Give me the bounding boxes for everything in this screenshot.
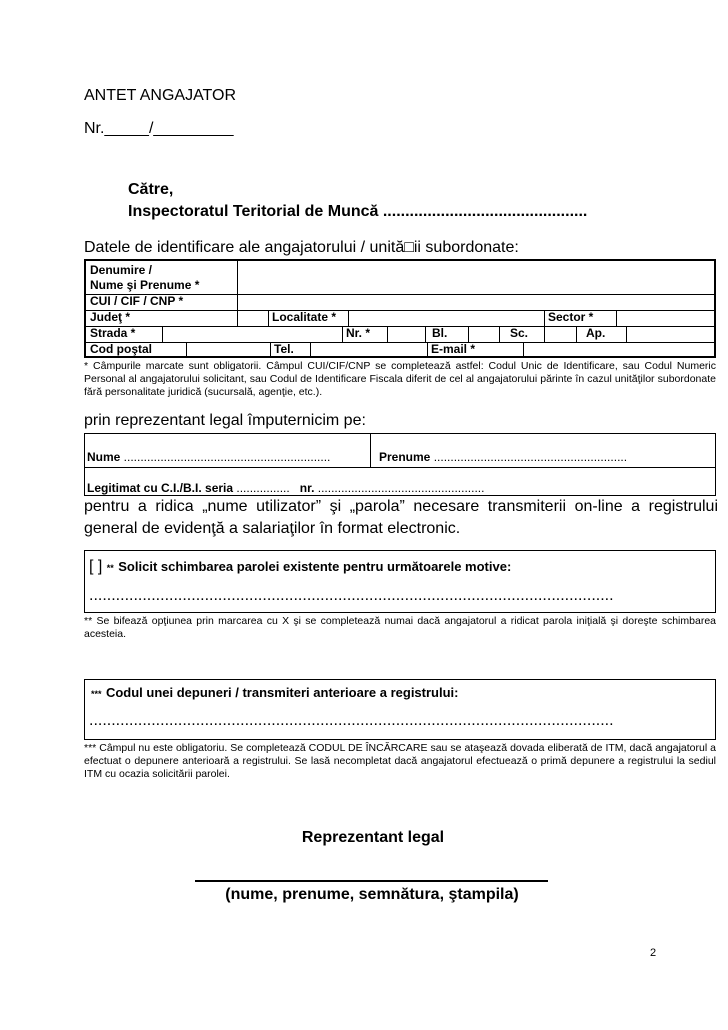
antet-angajator: ANTET ANGAJATOR bbox=[84, 87, 237, 104]
row-strada bbox=[86, 326, 714, 343]
judet-field[interactable] bbox=[238, 310, 270, 326]
previous-code-stars: *** bbox=[91, 689, 102, 699]
password-change-row bbox=[89, 558, 511, 576]
legitimat-label: Legitimat cu C.I./B.I. seria bbox=[87, 481, 234, 495]
nume-field[interactable] bbox=[87, 450, 330, 464]
cod-postal-label: Cod poştal bbox=[90, 342, 152, 356]
page-number: 2 bbox=[650, 947, 657, 959]
legitimat-nr-dots: .................................................. bbox=[314, 481, 485, 495]
purpose-text: pentru a ridica „nume utilizator” şi „parola” necesare transmiterii on-line a registrului general de evidenţă a salariaţilor în format electronic. bbox=[84, 498, 718, 537]
sc-label: Sc. bbox=[510, 326, 529, 340]
representative-box bbox=[84, 433, 716, 496]
cui-field[interactable] bbox=[238, 294, 714, 310]
legitimat-nr-label: nr. bbox=[299, 481, 315, 495]
email-field[interactable] bbox=[523, 342, 714, 358]
legitimat-field[interactable] bbox=[87, 481, 484, 495]
signature-caption: (nume, prenume, semnătura, ştampila) bbox=[225, 886, 519, 903]
password-change-label: Solicit schimbarea parolei existente pentru următoarele motive: bbox=[118, 559, 512, 574]
ap-label: Ap. bbox=[586, 326, 606, 340]
cui-label: CUI / CIF / CNP * bbox=[90, 294, 184, 308]
recipient-institution: Inspectoratul Teritorial de Muncă .............................................. bbox=[128, 203, 588, 220]
denumire-label bbox=[86, 263, 237, 294]
denumire-label-line1: Denumire / bbox=[90, 263, 153, 277]
tel-label: Tel. bbox=[274, 342, 294, 356]
previous-code-dots[interactable]: ...................................................................................................................... bbox=[89, 712, 614, 729]
strada-label: Strada * bbox=[90, 326, 136, 340]
password-change-stars: ** bbox=[106, 563, 114, 573]
registration-number: Nr._____/_________ bbox=[84, 120, 234, 137]
previous-code-box bbox=[84, 679, 716, 740]
row-judet bbox=[86, 310, 714, 327]
row-cui bbox=[86, 294, 714, 311]
representative-heading: prin reprezentant legal împuternicim pe: bbox=[84, 412, 366, 429]
sector-field[interactable] bbox=[616, 310, 714, 326]
recipient-catre: Către, bbox=[128, 181, 174, 198]
password-change-dots[interactable]: ...................................................................................................................... bbox=[89, 587, 614, 604]
identification-note: * Câmpurile marcate sunt obligatorii. Câmpul CUI/CIF/CNP se completează astfel: Codul Unic de Identificare, sau Codul Numeric Personal al angajatorului solicitant, sau Codul de Identificare Fiscala diferit de cel al angajatorului părinte în cazul unităţilor subordonate fără personalitate juridică (sucursală, agenţie, etc.). bbox=[84, 360, 716, 398]
tel-field[interactable] bbox=[310, 342, 427, 358]
judet-label: Judeţ * bbox=[90, 310, 131, 324]
legitimat-dots: ................ bbox=[233, 481, 290, 495]
password-change-note: ** Se bifează opţiunea prin marcarea cu X şi se completează numai dacă angajatorul a ridicat parola iniţială şi doreşte schimbarea acesteia. bbox=[84, 615, 716, 640]
email-label: E-mail * bbox=[431, 342, 476, 356]
localitate-field[interactable] bbox=[348, 310, 544, 326]
sector-label: Sector * bbox=[548, 310, 594, 324]
signature-title: Reprezentant legal bbox=[301, 829, 445, 846]
row-denumire bbox=[86, 261, 714, 295]
password-change-box bbox=[84, 550, 716, 613]
identification-table bbox=[84, 259, 716, 358]
localitate-label: Localitate * bbox=[272, 310, 337, 324]
nr-label: Nr. * bbox=[346, 326, 371, 340]
denumire-label-line2: Nume şi Prenume * bbox=[90, 278, 200, 292]
cod-postal-field[interactable] bbox=[186, 342, 270, 358]
previous-code-label: Codul unei depuneri / transmiteri anterioare a registrului: bbox=[105, 685, 459, 700]
nume-dots: .............................................................. bbox=[120, 450, 331, 464]
previous-code-note: *** Câmpul nu este obligatoriu. Se completează CODUL DE ÎNCĂRCARE sau se ataşează dovada eliberată de ITM, dacă angajatorul a efectuat o depunere anterioară a registrului. Se lasă necompletat dacă angajatorul efectuează o primă depunere a registrului la sediul ITM cu ocazia solicitării parolei. bbox=[84, 742, 716, 780]
strada-field[interactable] bbox=[162, 326, 342, 342]
signature-line bbox=[195, 880, 548, 882]
prenume-field[interactable] bbox=[379, 450, 627, 464]
nr-field[interactable] bbox=[387, 326, 425, 342]
bl-label: Bl. bbox=[432, 326, 448, 340]
identification-heading: Datele de identificare ale angajatorului / unită□ii subordonate: bbox=[84, 239, 519, 256]
password-change-checkbox[interactable]: [ ] bbox=[89, 558, 103, 575]
denumire-field[interactable] bbox=[238, 261, 714, 294]
row-cod-postal bbox=[86, 342, 714, 358]
prenume-label: Prenume bbox=[379, 450, 431, 464]
previous-code-row bbox=[91, 684, 458, 702]
nume-label: Nume bbox=[87, 450, 121, 464]
prenume-dots: .......................................................... bbox=[430, 450, 628, 464]
